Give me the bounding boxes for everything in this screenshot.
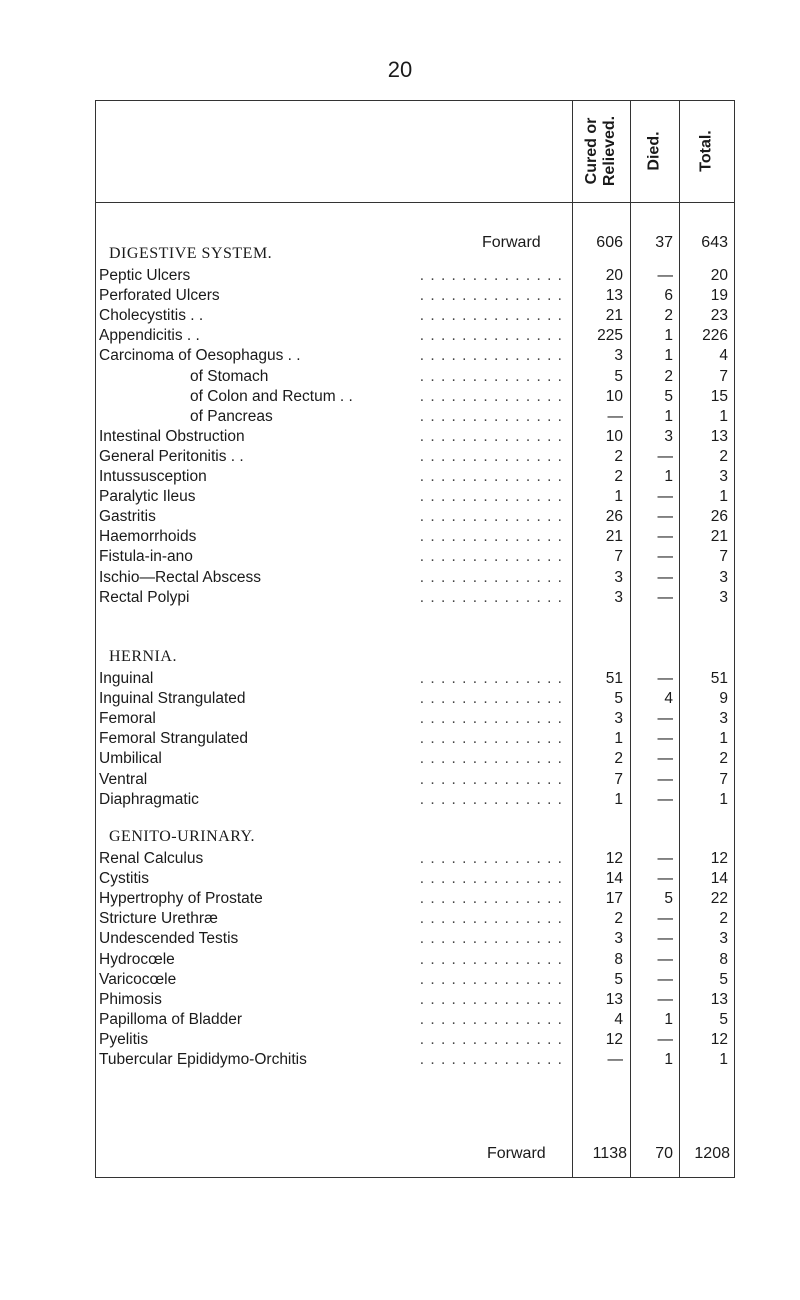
- table-row: [95, 709, 735, 729]
- leader-dots: . . . . . . . . . . . . . .: [419, 730, 563, 748]
- table-row: [95, 889, 735, 909]
- cell-cured: 12: [605, 1030, 623, 1048]
- cell-died: —: [657, 508, 673, 526]
- cell-died: —: [657, 548, 673, 566]
- cell-died: —: [657, 488, 673, 506]
- table-row: [95, 447, 735, 467]
- table-row: [95, 588, 735, 608]
- row-label: Fistula-in-ano: [99, 548, 193, 566]
- table-row: [95, 689, 735, 709]
- forward-label-top: Forward: [482, 234, 541, 251]
- section-title: HERNIA.: [109, 648, 177, 665]
- table-bottom-rule: [95, 1177, 735, 1178]
- cell-died: 1: [664, 407, 673, 425]
- leader-dots: . . . . . . . . . . . . . .: [419, 327, 563, 345]
- table-row: [95, 286, 735, 306]
- cell-cured: 20: [605, 267, 623, 284]
- row-label: Peptic Ulcers: [99, 267, 191, 284]
- table-row: [95, 427, 735, 447]
- leader-dots: . . . . . . . . . . . . . .: [419, 850, 563, 867]
- cell-cured: 51: [605, 670, 623, 687]
- cell-cured: 5: [614, 367, 623, 385]
- row-label: Umbilical: [99, 750, 162, 768]
- row-label: Paralytic Ileus: [99, 488, 196, 506]
- leader-dots: . . . . . . . . . . . . . .: [419, 407, 563, 425]
- column-header-total-label: Total.: [697, 129, 715, 172]
- row-label: Carcinoma of Oesophagus . .: [99, 347, 301, 365]
- table-row: [95, 849, 735, 869]
- section-title: GENITO-URINARY.: [109, 828, 256, 845]
- row-label: Haemorrhoids: [99, 528, 197, 546]
- table-row: [95, 568, 735, 588]
- table-row: [95, 266, 735, 286]
- table-row: [95, 929, 735, 949]
- row-label: of Colon and Rectum . .: [190, 387, 353, 405]
- table-row: [95, 950, 735, 970]
- cell-died: 5: [664, 890, 673, 908]
- leader-dots: . . . . . . . . . . . . . .: [419, 890, 563, 908]
- cell-cured: 13: [605, 990, 623, 1008]
- cell-died: 4: [664, 690, 673, 708]
- cell-total: 2: [719, 910, 728, 928]
- cell-total: 15: [710, 387, 728, 405]
- cell-cured: —: [607, 1051, 623, 1068]
- table-row: [95, 407, 735, 427]
- cell-cured: 3: [614, 347, 623, 365]
- leader-dots: . . . . . . . . . . . . . .: [419, 447, 563, 465]
- cell-died: —: [657, 528, 673, 546]
- row-label: Stricture Urethræ: [99, 910, 218, 928]
- cell-total: 51: [710, 670, 728, 687]
- cell-cured: 10: [605, 427, 623, 445]
- table-row: [95, 487, 735, 507]
- statistics-table: [95, 100, 735, 1178]
- cell-total: 2: [719, 447, 728, 465]
- cell-cured: 3: [614, 568, 623, 586]
- forward-top-died: 37: [655, 234, 673, 251]
- cell-cured: 5: [614, 970, 623, 988]
- cell-total: 23: [710, 307, 728, 325]
- cell-total: 13: [710, 427, 728, 445]
- leader-dots: . . . . . . . . . . . . . .: [419, 710, 563, 728]
- forward-bottom-total: 1208: [694, 1145, 730, 1162]
- cell-cured: 26: [605, 508, 623, 526]
- row-label: Inguinal: [99, 670, 154, 687]
- cell-died: —: [657, 588, 673, 606]
- section-title: DIGESTIVE SYSTEM.: [109, 245, 273, 262]
- table-row: [95, 306, 735, 326]
- cell-died: —: [657, 267, 673, 284]
- leader-dots: . . . . . . . . . . . . . .: [419, 1051, 563, 1068]
- leader-dots: . . . . . . . . . . . . . .: [419, 568, 563, 586]
- cell-cured: 1: [614, 790, 623, 808]
- table-row: [95, 1030, 735, 1050]
- cell-cured: 225: [597, 327, 623, 345]
- row-label: Ischio—Rectal Abscess: [99, 568, 261, 586]
- table-row: [95, 326, 735, 346]
- cell-total: 3: [719, 568, 728, 586]
- cell-total: 26: [710, 508, 728, 526]
- cell-cured: 7: [614, 548, 623, 566]
- row-label: Rectal Polypi: [99, 588, 190, 606]
- table-row: [95, 367, 735, 387]
- table-row: [95, 346, 735, 366]
- cell-cured: 17: [605, 890, 623, 908]
- cell-total: 1: [719, 488, 728, 506]
- row-label: Phimosis: [99, 990, 162, 1008]
- leader-dots: . . . . . . . . . . . . . .: [419, 770, 563, 788]
- leader-dots: . . . . . . . . . . . . . .: [419, 427, 563, 445]
- cell-died: —: [657, 447, 673, 465]
- row-label: Hydrocœle: [99, 950, 175, 968]
- cell-died: —: [657, 770, 673, 788]
- table-row: [95, 467, 735, 487]
- row-label: Ventral: [99, 770, 148, 788]
- cell-cured: 3: [614, 930, 623, 948]
- cell-died: 6: [664, 287, 673, 305]
- cell-total: 22: [710, 890, 728, 908]
- cell-died: 1: [664, 1051, 673, 1068]
- cell-cured: 12: [605, 850, 623, 867]
- leader-dots: . . . . . . . . . . . . . .: [419, 468, 563, 485]
- table-row: [95, 669, 735, 689]
- cell-total: 3: [719, 930, 728, 948]
- leader-dots: . . . . . . . . . . . . . .: [419, 367, 563, 385]
- row-label: Inguinal Strangulated: [99, 690, 246, 708]
- column-header-total: [680, 108, 734, 193]
- cell-died: —: [657, 730, 673, 748]
- row-label: Perforated Ulcers: [99, 287, 220, 305]
- row-label: Cholecystitis . .: [99, 307, 204, 325]
- leader-dots: . . . . . . . . . . . . . .: [419, 1030, 563, 1048]
- table-row: [95, 1050, 735, 1070]
- leader-dots: . . . . . . . . . . . . . .: [419, 488, 563, 506]
- row-label: Hypertrophy of Prostate: [99, 890, 263, 908]
- table-row: [95, 749, 735, 769]
- cell-total: 226: [702, 327, 728, 345]
- row-label: Papilloma of Bladder: [99, 1010, 243, 1028]
- cell-total: 1: [719, 790, 728, 808]
- leader-dots: . . . . . . . . . . . . . .: [419, 750, 563, 768]
- cell-cured: 2: [614, 750, 623, 768]
- leader-dots: . . . . . . . . . . . . . .: [419, 528, 563, 546]
- table-row: [95, 387, 735, 407]
- leader-dots: . . . . . . . . . . . . . .: [419, 387, 563, 405]
- row-label: Pyelitis: [99, 1030, 149, 1048]
- cell-cured: 1: [614, 488, 623, 506]
- row-label: of Stomach: [190, 367, 269, 385]
- cell-total: 4: [719, 347, 728, 365]
- cell-total: 3: [719, 588, 728, 606]
- cell-total: 8: [719, 950, 728, 968]
- cell-total: 2: [719, 750, 728, 768]
- row-label: Intussusception: [99, 468, 207, 485]
- cell-died: —: [657, 790, 673, 808]
- table-row: [95, 527, 735, 547]
- cell-total: 13: [710, 990, 728, 1008]
- cell-died: —: [657, 990, 673, 1008]
- leader-dots: . . . . . . . . . . . . . .: [419, 670, 563, 687]
- cell-died: —: [657, 710, 673, 728]
- leader-dots: . . . . . . . . . . . . . .: [419, 347, 563, 365]
- cell-cured: 10: [605, 387, 623, 405]
- cell-cured: 1: [614, 730, 623, 748]
- cell-died: 1: [664, 468, 673, 485]
- cell-total: 20: [710, 267, 728, 284]
- cell-died: —: [657, 750, 673, 768]
- cell-died: —: [657, 670, 673, 687]
- cell-total: 12: [710, 1030, 728, 1048]
- cell-cured: 5: [614, 690, 623, 708]
- leader-dots: . . . . . . . . . . . . . .: [419, 267, 563, 284]
- column-header-died: [631, 108, 679, 193]
- row-label: Renal Calculus: [99, 850, 204, 867]
- cell-total: 21: [710, 528, 728, 546]
- row-label: General Peritonitis . .: [99, 447, 244, 465]
- cell-died: —: [657, 1030, 673, 1048]
- leader-dots: . . . . . . . . . . . . . .: [419, 910, 563, 928]
- row-label: Appendicitis . .: [99, 327, 200, 345]
- forward-bottom-died: 70: [655, 1145, 673, 1162]
- cell-cured: 2: [614, 910, 623, 928]
- cell-cured: 4: [614, 1010, 623, 1028]
- leader-dots: . . . . . . . . . . . . . .: [419, 870, 563, 888]
- leader-dots: . . . . . . . . . . . . . .: [419, 287, 563, 305]
- table-row: [95, 1010, 735, 1030]
- cell-total: 7: [719, 548, 728, 566]
- cell-died: 1: [664, 327, 673, 345]
- cell-died: 3: [664, 427, 673, 445]
- cell-died: —: [657, 850, 673, 867]
- row-label: Femoral: [99, 710, 156, 728]
- leader-dots: . . . . . . . . . . . . . .: [419, 548, 563, 566]
- cell-cured: —: [607, 407, 623, 425]
- forward-top-cured: 606: [596, 234, 623, 251]
- leader-dots: . . . . . . . . . . . . . .: [419, 307, 563, 325]
- table-row: [95, 507, 735, 527]
- table-row: [95, 909, 735, 929]
- header-rule: [95, 202, 735, 203]
- cell-total: 3: [719, 468, 728, 485]
- leader-dots: . . . . . . . . . . . . . .: [419, 588, 563, 606]
- column-header-died-label: Died.: [646, 130, 663, 171]
- cell-cured: 21: [605, 528, 623, 546]
- cell-cured: 3: [614, 710, 623, 728]
- cell-died: —: [657, 568, 673, 586]
- table-top-rule: [95, 100, 735, 101]
- cell-died: 1: [664, 1010, 673, 1028]
- column-header-cured: [573, 108, 630, 193]
- row-label: Undescended Testis: [99, 930, 239, 948]
- cell-total: 1: [719, 407, 728, 425]
- cell-cured: 14: [605, 870, 623, 888]
- table-row: [95, 790, 735, 810]
- column-header-cured-label: Cured or Relieved.: [583, 115, 619, 186]
- cell-total: 12: [710, 850, 728, 867]
- table-row: [95, 869, 735, 889]
- row-label: Tubercular Epididymo-Orchitis: [99, 1051, 307, 1068]
- leader-dots: . . . . . . . . . . . . . .: [419, 508, 563, 526]
- table-row: [95, 990, 735, 1010]
- cell-died: 1: [664, 347, 673, 365]
- table-row: [95, 970, 735, 990]
- cell-died: —: [657, 950, 673, 968]
- cell-total: 1: [719, 730, 728, 748]
- leader-dots: . . . . . . . . . . . . . .: [419, 690, 563, 708]
- cell-died: —: [657, 930, 673, 948]
- cell-cured: 2: [614, 447, 623, 465]
- cell-cured: 13: [605, 287, 623, 305]
- leader-dots: . . . . . . . . . . . . . .: [419, 950, 563, 968]
- cell-total: 5: [719, 1010, 728, 1028]
- cell-total: 3: [719, 710, 728, 728]
- row-label: Diaphragmatic: [99, 790, 199, 808]
- page-number: 20: [387, 57, 413, 82]
- cell-died: 2: [664, 367, 673, 385]
- cell-total: 7: [719, 367, 728, 385]
- cell-total: 7: [719, 770, 728, 788]
- cell-cured: 8: [614, 950, 623, 968]
- forward-label-bottom: Forward: [487, 1145, 546, 1162]
- cell-died: —: [657, 910, 673, 928]
- row-label: Varicocœle: [99, 970, 177, 988]
- row-label: Gastritis: [99, 508, 156, 526]
- cell-cured: 7: [614, 770, 623, 788]
- cell-total: 14: [710, 870, 728, 888]
- cell-cured: 2: [614, 468, 623, 485]
- row-label: Cystitis: [99, 870, 149, 888]
- cell-cured: 21: [605, 307, 623, 325]
- cell-total: 1: [719, 1051, 728, 1068]
- cell-died: —: [657, 970, 673, 988]
- table-row: [95, 770, 735, 790]
- table-row: [95, 547, 735, 567]
- row-label: of Pancreas: [190, 407, 273, 425]
- cell-died: 2: [664, 307, 673, 325]
- leader-dots: . . . . . . . . . . . . . .: [419, 930, 563, 948]
- row-label: Femoral Strangulated: [99, 730, 249, 748]
- leader-dots: . . . . . . . . . . . . . .: [419, 790, 563, 808]
- cell-total: 9: [719, 690, 728, 708]
- forward-bottom-cured: 1138: [592, 1145, 627, 1162]
- cell-died: 5: [664, 387, 673, 405]
- leader-dots: . . . . . . . . . . . . . .: [419, 970, 563, 988]
- leader-dots: . . . . . . . . . . . . . .: [419, 990, 563, 1008]
- cell-died: —: [657, 870, 673, 888]
- cell-total: 5: [719, 970, 728, 988]
- table-row: [95, 729, 735, 749]
- forward-top-total: 643: [701, 234, 728, 251]
- cell-cured: 3: [614, 588, 623, 606]
- cell-total: 19: [710, 287, 728, 305]
- leader-dots: . . . . . . . . . . . . . .: [419, 1010, 563, 1028]
- row-label: Intestinal Obstruction: [99, 427, 245, 445]
